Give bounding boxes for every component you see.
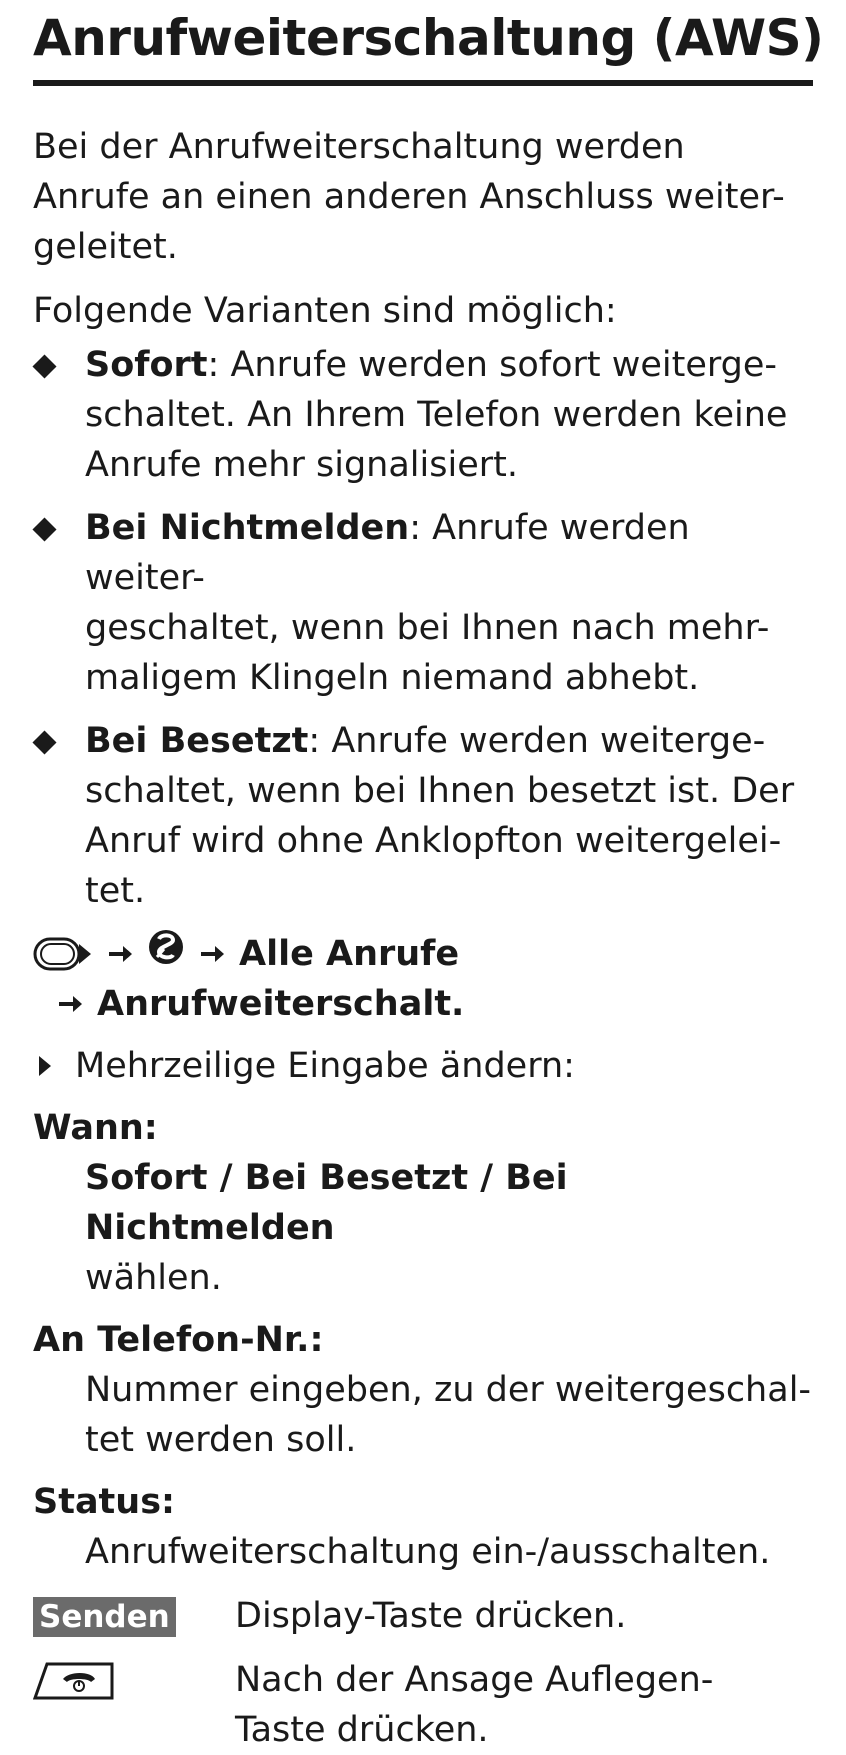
field-text: Nummer eingeben, zu der weitergeschal- — [85, 1370, 812, 1410]
field-when — [33, 1103, 813, 1303]
field-label: An Telefon-Nr.: — [33, 1320, 324, 1360]
arrow-right-icon — [57, 993, 83, 1015]
variant-text: maligem Klingeln niemand abhebt. — [85, 658, 700, 698]
menu-step-all-calls: Alle Anrufe — [239, 934, 460, 974]
variant-list — [33, 340, 813, 916]
diamond-bullet-icon — [32, 354, 56, 378]
variant-text: : Anrufe werden weiter- — [85, 508, 690, 598]
menu-key-icon — [33, 936, 93, 972]
variant-text: geschaltet, wenn bei Ihnen nach mehr- — [85, 608, 770, 648]
variant-term: Bei Besetzt — [85, 721, 309, 761]
field-options: Sofort / Bei Besetzt / Bei Nichtmelden — [85, 1158, 568, 1248]
variant-text: Anruf wird ohne Anklopfton weitergelei- — [85, 821, 782, 861]
key-description — [235, 1655, 713, 1755]
variant-term: Bei Nichtmelden — [85, 508, 410, 548]
key-text: Nach der Ansage Auflegen- — [235, 1660, 714, 1700]
arrow-right-icon — [199, 943, 225, 965]
multiline-edit-step — [33, 1041, 813, 1091]
field-label: Wann: — [33, 1108, 158, 1148]
multiline-edit-text: Mehrzeilige Eingabe ändern: — [75, 1046, 575, 1086]
arrow-right-icon — [107, 943, 133, 965]
variant-item-nichtmelden — [33, 503, 813, 703]
page-title: Anrufweiterschaltung (AWS) — [33, 9, 824, 67]
field-description — [33, 1153, 813, 1303]
diamond-bullet-icon — [32, 730, 56, 754]
variant-text: : Anrufe werden weiterge- — [308, 721, 766, 761]
manual-page — [33, 0, 824, 1755]
intro-paragraph — [33, 122, 813, 272]
menu-step-call-forwarding: Anrufweiterschalt. — [97, 984, 465, 1024]
variant-text: schaltet. An Ihrem Telefon werden keine — [85, 395, 788, 435]
variant-text: schaltet, wenn bei Ihnen besetzt ist. Der — [85, 771, 795, 811]
triangle-bullet-icon — [39, 1056, 51, 1076]
intro-line: Anrufe an einen anderen Anschluss weiter- — [33, 177, 785, 217]
variant-item-sofort — [33, 340, 813, 490]
end-call-key-icon — [33, 1661, 235, 1701]
field-description — [33, 1527, 813, 1577]
variant-text: Anrufe mehr signalisiert. — [85, 445, 518, 485]
end-key-step — [33, 1655, 813, 1755]
field-status — [33, 1477, 813, 1577]
field-text: tet werden soll. — [85, 1420, 357, 1460]
field-text: Anrufweiterschaltung ein-/ausschalten. — [85, 1532, 771, 1572]
field-phone-number — [33, 1315, 813, 1465]
diamond-bullet-icon — [32, 517, 56, 541]
intro-line: Bei der Anrufweiterschaltung werden — [33, 127, 685, 167]
key-description: Display-Taste drücken. — [235, 1596, 627, 1636]
key-text: Taste drücken. — [235, 1710, 489, 1750]
variant-item-besetzt — [33, 716, 813, 916]
intro-line: geleitet. — [33, 227, 178, 267]
field-description — [33, 1365, 813, 1465]
field-label: Status: — [33, 1482, 176, 1522]
title-rule — [33, 80, 813, 86]
variants-lead: Folgende Varianten sind möglich: — [33, 291, 617, 331]
field-text: wählen. — [85, 1258, 222, 1298]
send-softkey: Senden — [33, 1597, 176, 1637]
variant-text: : Anrufe werden sofort weiterge- — [207, 345, 778, 385]
variant-term: Sofort — [85, 345, 208, 385]
menu-navigation-path — [33, 929, 813, 1029]
send-key-step — [33, 1591, 813, 1641]
network-service-icon — [147, 927, 185, 981]
variant-text: tet. — [85, 871, 146, 911]
